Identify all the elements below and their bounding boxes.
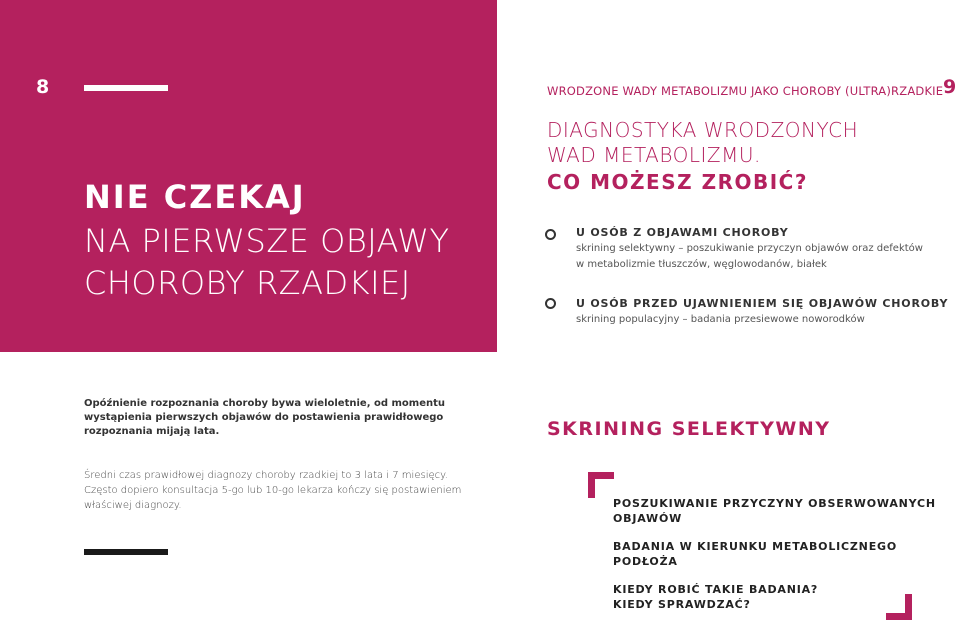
hero-title: NIE CZEKAJ (84, 178, 306, 216)
running-head: WRODZONE WADY METABOLIZMU JAKO CHOROBY (ULTRA)RZADKIE (547, 84, 944, 98)
decorative-bar-top (84, 85, 168, 91)
bold-paragraph-line: rozpoznania mijają lata. (84, 426, 220, 437)
page-number-left: 8 (36, 76, 50, 98)
paragraph-line: Średni czas prawidłowej diagnozy choroby rzadkiej to 3 lata i 7 miesięcy. (84, 470, 448, 481)
decorative-bar-bottom (84, 549, 168, 555)
screening-box-line: POSZUKIWANIE PRZYCZYNY OBSERWOWANYCH (613, 497, 936, 510)
paragraph-line: właściwej diagnozy. (84, 500, 182, 511)
bold-paragraph-line: wystąpienia pierwszych objawów do postawienia prawidłowego (84, 412, 444, 423)
screening-title: SKRINING SELEKTYWNY (547, 418, 831, 440)
bullet-heading: U OSÓB Z OBJAWAMI CHOROBY (576, 226, 789, 239)
page-number-right: 9 (943, 76, 957, 98)
circle-bullet-icon (545, 298, 556, 309)
bold-paragraph-line: Opóźnienie rozpoznania choroby bywa wieloletnie, od momentu (84, 398, 445, 409)
bullet-text-line: skrining selektywny – poszukiwanie przyczyn objawów oraz defektów (576, 243, 923, 254)
bullet-heading: U OSÓB PRZED UJAWNIENIEM SIĘ OBJAWÓW CHOROBY (576, 297, 949, 310)
bullet-text-line: skrining populacyjny – badania przesiewowe noworodków (576, 314, 865, 325)
corner-bracket-bottom-right-icon (886, 594, 912, 620)
screening-box-line: PODŁOŻA (613, 555, 678, 568)
circle-bullet-icon (545, 229, 556, 240)
screening-box-line: KIEDY ROBIĆ TAKIE BADANIA? (613, 583, 819, 596)
section-title-question: CO MOŻESZ ZROBIĆ? (547, 170, 808, 194)
paragraph-line: Często dopiero konsultacja 5-go lub 10-go lekarza kończy się postawieniem (84, 485, 462, 496)
section-title-line: WAD METABOLIZMU. (547, 143, 761, 167)
bullet-text-line: w metabolizmie tłuszczów, węglowodanów, białek (576, 259, 827, 270)
hero-subtitle-line: NA PIERWSZE OBJAWY (84, 222, 450, 260)
corner-bracket-top-left-icon (588, 472, 614, 498)
screening-box-line: OBJAWÓW (613, 512, 683, 525)
section-title-line: DIAGNOSTYKA WRODZONYCH (547, 118, 859, 142)
hero-subtitle-line: CHOROBY RZADKIEJ (84, 264, 411, 302)
screening-box-line: KIEDY SPRAWDZAĆ? (613, 598, 751, 611)
screening-box-line: BADANIA W KIERUNKU METABOLICZNEGO (613, 540, 897, 553)
